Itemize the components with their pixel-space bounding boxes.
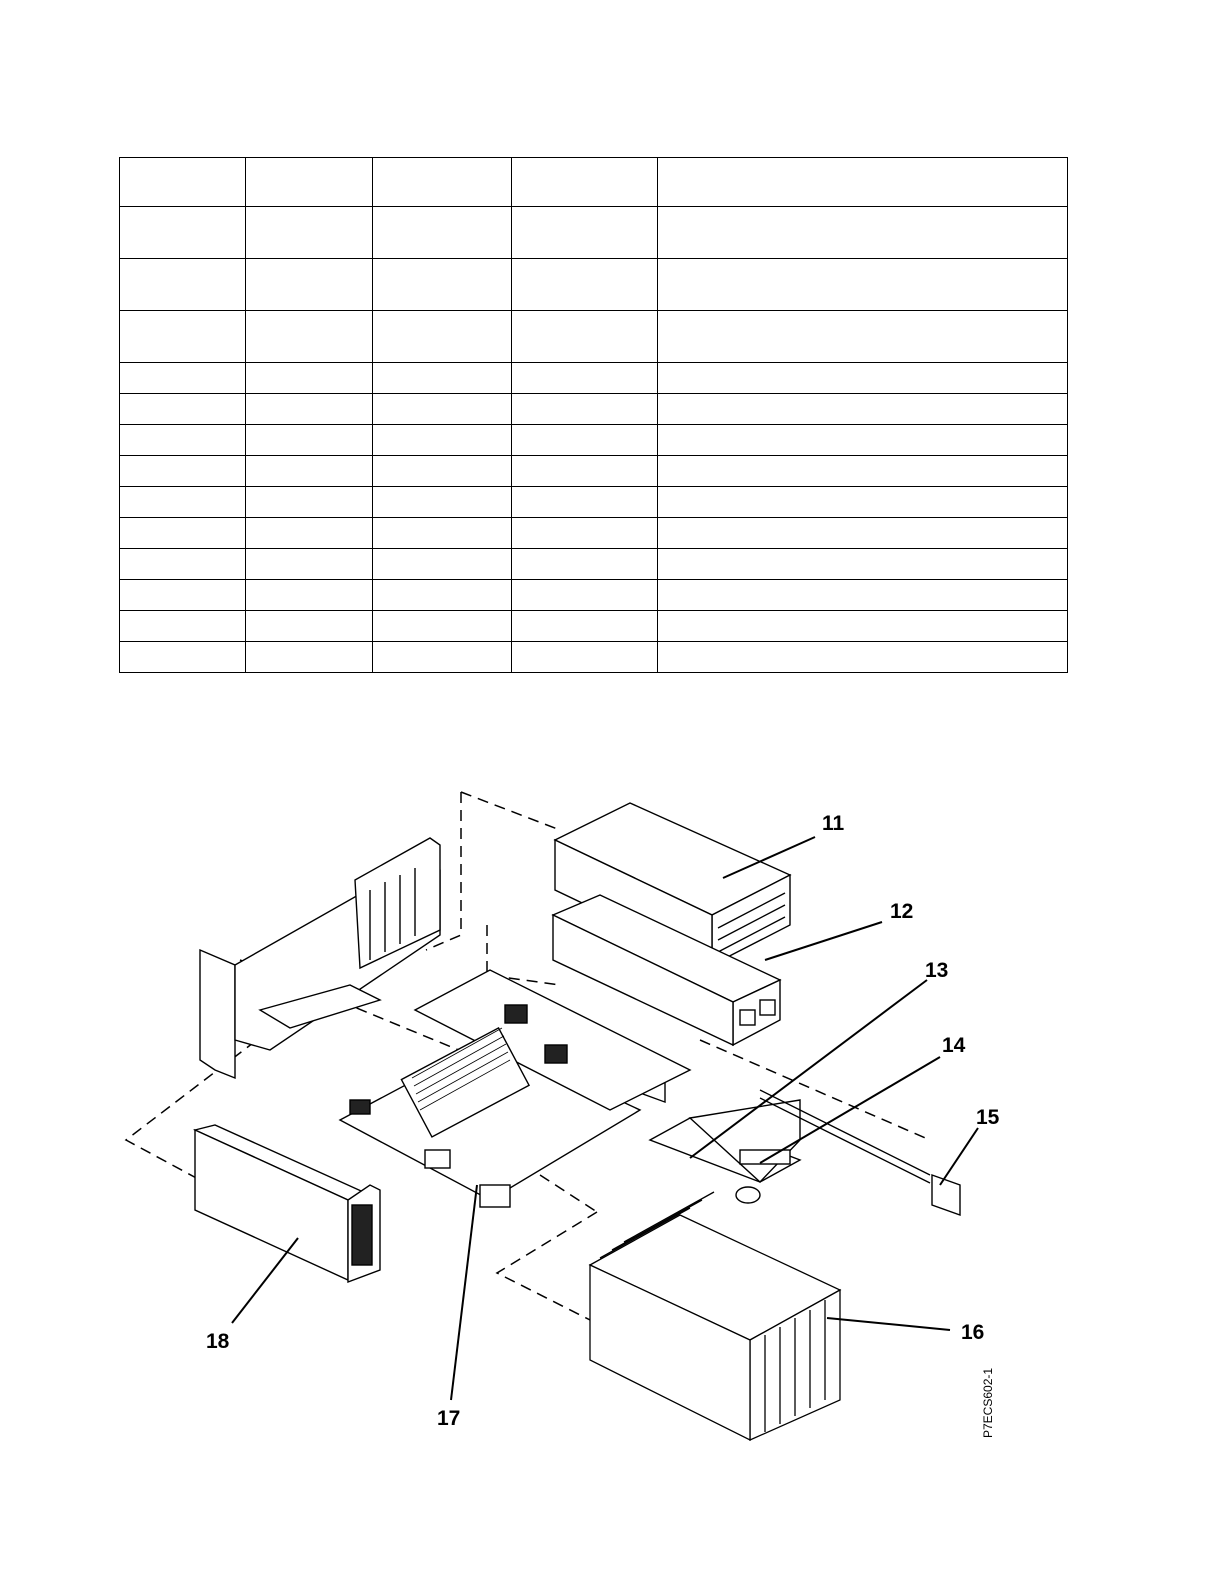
table-cell	[512, 487, 658, 518]
table-cell	[120, 487, 246, 518]
exploded-parts-diagram	[0, 760, 1224, 1480]
table-cell	[658, 611, 1068, 642]
table-cell	[120, 456, 246, 487]
table-row	[120, 363, 1068, 394]
table-cell	[120, 611, 246, 642]
table-row	[120, 611, 1068, 642]
table-cell	[373, 311, 512, 363]
table-cell	[373, 611, 512, 642]
table-cell	[246, 487, 373, 518]
table-cell	[246, 394, 373, 425]
guide-line-lower-mid	[540, 1175, 597, 1212]
figure-id: P7ECS602-1	[981, 1367, 995, 1438]
table-cell	[512, 611, 658, 642]
callout-16: 16	[961, 1321, 985, 1344]
table-cell	[120, 363, 246, 394]
table-cell	[658, 425, 1068, 456]
chip	[505, 1005, 527, 1023]
table-cell	[373, 207, 512, 259]
table-cell	[246, 311, 373, 363]
table-cell	[658, 207, 1068, 259]
table-row	[120, 549, 1068, 580]
table-cell	[512, 259, 658, 311]
callout-12: 12	[890, 900, 914, 923]
table-cell	[246, 518, 373, 549]
table-cell	[120, 549, 246, 580]
chip	[350, 1100, 370, 1114]
table-cell	[658, 311, 1068, 363]
callout-18: 18	[206, 1330, 230, 1353]
table-cell	[246, 456, 373, 487]
table-row	[120, 311, 1068, 363]
table-row	[120, 207, 1068, 259]
table-cell	[373, 259, 512, 311]
leader-line-18	[232, 1238, 298, 1323]
table-cell	[246, 158, 373, 207]
table-row	[120, 425, 1068, 456]
connector	[425, 1150, 450, 1168]
table-row	[120, 642, 1068, 673]
table-cell	[246, 642, 373, 673]
table-row	[120, 259, 1068, 311]
table-cell	[512, 394, 658, 425]
table-cell	[512, 311, 658, 363]
panel-cable	[736, 1187, 760, 1203]
parts-table	[119, 157, 1068, 673]
table-cell	[658, 518, 1068, 549]
callout-14: 14	[942, 1034, 966, 1057]
table-cell	[373, 518, 512, 549]
table-cell	[373, 456, 512, 487]
table-cell	[246, 363, 373, 394]
table-cell	[246, 425, 373, 456]
table-cell	[658, 549, 1068, 580]
connector	[480, 1185, 510, 1207]
control-panel-13-14	[650, 1100, 800, 1203]
leader-line-15	[940, 1128, 978, 1185]
table-cell	[120, 311, 246, 363]
table-row	[120, 518, 1068, 549]
table-cell	[512, 158, 658, 207]
table-cell	[120, 158, 246, 207]
table-cell	[120, 207, 246, 259]
table-cell	[373, 487, 512, 518]
table-cell	[658, 487, 1068, 518]
cage-side-panel	[200, 950, 235, 1078]
table-cell	[120, 518, 246, 549]
table-cell	[246, 580, 373, 611]
table-cell	[373, 158, 512, 207]
guide-line-bottom	[497, 1212, 600, 1325]
cage-chassis	[200, 838, 440, 1078]
table-cell	[512, 363, 658, 394]
table-row	[120, 580, 1068, 611]
table-cell	[120, 394, 246, 425]
table-cell	[120, 580, 246, 611]
psu-handle	[740, 1010, 755, 1025]
table-cell	[246, 549, 373, 580]
table-cell	[658, 394, 1068, 425]
table-cell	[512, 456, 658, 487]
table-cell	[512, 207, 658, 259]
panel-ports	[740, 1150, 790, 1164]
callout-13: 13	[925, 959, 949, 982]
table-cell	[658, 158, 1068, 207]
memory-cards-16	[590, 1192, 840, 1440]
table-row	[120, 456, 1068, 487]
leader-line-17	[451, 1185, 477, 1400]
leader-line-16	[827, 1318, 950, 1330]
chip	[545, 1045, 567, 1063]
table-cell	[512, 580, 658, 611]
callout-17: 17	[437, 1407, 461, 1430]
table-cell	[373, 549, 512, 580]
table-cell	[120, 642, 246, 673]
table-cell	[658, 642, 1068, 673]
table-cell	[658, 456, 1068, 487]
table-cell	[373, 425, 512, 456]
cage-back	[355, 838, 440, 968]
psu-handle	[760, 1000, 775, 1015]
table-cell	[246, 259, 373, 311]
guide-line-top-right	[461, 792, 560, 830]
table-cell	[120, 259, 246, 311]
table-cell	[658, 580, 1068, 611]
module-faceplate	[352, 1205, 372, 1265]
table-header-row	[120, 158, 1068, 207]
table-row	[120, 487, 1068, 518]
table-cell	[373, 642, 512, 673]
callout-11: 11	[822, 812, 845, 835]
table-cell	[658, 363, 1068, 394]
callout-15: 15	[976, 1106, 1000, 1129]
table-cell	[512, 425, 658, 456]
table-cell	[512, 642, 658, 673]
table-cell	[120, 425, 246, 456]
table-cell	[512, 518, 658, 549]
system-backplane-17	[340, 970, 690, 1207]
table-cell	[512, 549, 658, 580]
table-cell	[373, 394, 512, 425]
cable-connector	[932, 1175, 960, 1215]
table-cell	[658, 259, 1068, 311]
table-cell	[373, 363, 512, 394]
parts-table-body	[120, 158, 1068, 673]
io-module-18	[195, 1125, 380, 1282]
table-cell	[246, 611, 373, 642]
table-row	[120, 394, 1068, 425]
table-cell	[373, 580, 512, 611]
table-cell	[246, 207, 373, 259]
